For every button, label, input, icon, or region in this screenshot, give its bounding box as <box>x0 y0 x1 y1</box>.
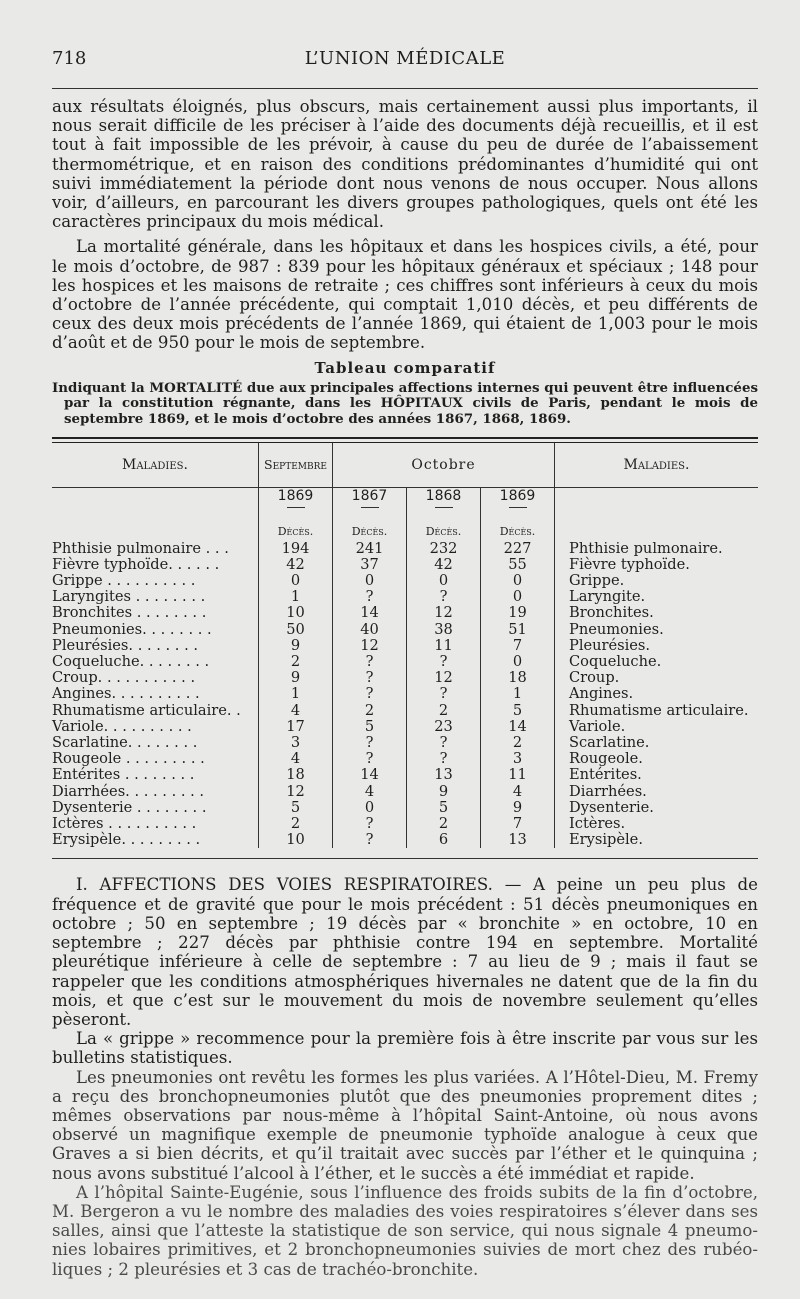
death-count: 14 <box>481 719 555 735</box>
table-row <box>52 622 758 638</box>
death-count: ? <box>407 589 481 605</box>
death-count: 227 <box>481 541 555 557</box>
death-count: 6 <box>407 832 481 848</box>
paragraph-section-1: I. AFFECTIONS DES VOIES RESPIRATOIRES. — A peine un peu plus de fréquence et de gravité que pour le mois précédent : 51 décès pneumoniques en octobre ; 50 en septembre ; 19 décès par « bronchite » en octobre, 10 en septembre ; 227 décès par phthisie contre 194 en septembre. Mortalité pleurétique inférieure à celle de septembre : 7 au lieu de 9 ; mais il faut se rappeler que les conditions atmosphériques hivernales ne datent que de la fin du mois, et que c’est sur le mouvement du mois de novembre seulement qu’elles pèseront. <box>52 875 758 1029</box>
death-count: 2 <box>407 816 481 832</box>
table-row <box>52 735 758 751</box>
disease-name-right: Ictères. <box>555 816 759 832</box>
table-row <box>52 589 758 605</box>
table-row <box>52 800 758 816</box>
disease-name-left: Rougeole . . . . . . . . . <box>52 750 205 768</box>
table-row <box>52 832 758 848</box>
death-count: ? <box>333 751 407 767</box>
disease-name-right: Croup. <box>555 670 759 686</box>
death-count: 1 <box>259 686 333 702</box>
table-row <box>52 686 758 702</box>
death-count: 4 <box>333 784 407 800</box>
paragraph-intro-2: La mortalité générale, dans les hôpitaux et dans les hospices civils, a été, pour le mois d’octobre, de 987 : 839 pour les hôpitaux généraux et spéciaux ; 148 pour les hospices et les maisons de retraite ; ces chiffres sont inférieurs à ceux du mois d’octobre de l’année précédente, qui comptait 1,010 décès, et peu différents de ceux des deux mois précédents de l’année 1869, qui étaient de 1,003 pour le mois d’août et de 950 pour le mois de septembre. <box>52 237 758 353</box>
death-count: 13 <box>481 832 555 848</box>
header-rule <box>52 88 758 89</box>
header-septembre: Septembre <box>259 443 333 488</box>
disease-name-left: Phthisie pulmonaire . . . <box>52 539 229 557</box>
death-count: 11 <box>407 638 481 654</box>
disease-name-left: Croup. . . . . . . . . . . <box>52 669 196 687</box>
table-row <box>52 816 758 832</box>
table-row <box>52 767 758 783</box>
table-row <box>52 605 758 621</box>
disease-name-right: Bronchites. <box>555 605 759 621</box>
disease-name-right: Erysipèle. <box>555 832 759 848</box>
header-maladies-left: Maladies. <box>52 443 259 488</box>
death-count: 0 <box>407 573 481 589</box>
death-count: ? <box>407 751 481 767</box>
death-count: 17 <box>259 719 333 735</box>
disease-name-left: Laryngites . . . . . . . . <box>52 588 206 606</box>
disease-name-left: Pneumonies. . . . . . . . <box>52 620 212 638</box>
death-count: ? <box>407 654 481 670</box>
table-row <box>52 541 758 557</box>
table-row <box>52 719 758 735</box>
death-count: 10 <box>259 605 333 621</box>
deces-label: Décès. <box>481 524 555 540</box>
death-count: 2 <box>407 703 481 719</box>
death-count: 0 <box>481 573 555 589</box>
death-count: 2 <box>333 703 407 719</box>
death-count: 11 <box>481 767 555 783</box>
death-count: 10 <box>259 832 333 848</box>
death-count: ? <box>333 735 407 751</box>
year-header: 1867 <box>351 488 388 505</box>
disease-name-left: Rhumatisme articulaire. . <box>52 701 241 719</box>
disease-name-left: Diarrhées. . . . . . . . . <box>52 782 205 800</box>
disease-name-left: Variole. . . . . . . . . . <box>52 717 192 735</box>
death-count: 42 <box>259 557 333 573</box>
disease-name-left: Erysipèle. . . . . . . . . <box>52 831 201 849</box>
death-count: 2 <box>259 816 333 832</box>
year-header: 1869 <box>499 488 536 505</box>
table-row <box>52 654 758 670</box>
death-count: 0 <box>259 573 333 589</box>
deces-label: Décès. <box>333 524 407 540</box>
death-count: ? <box>333 654 407 670</box>
page-number: 718 <box>52 48 87 69</box>
header-maladies-right: Maladies. <box>555 443 759 488</box>
death-count: 12 <box>407 670 481 686</box>
death-count: 14 <box>333 767 407 783</box>
death-count: 0 <box>481 654 555 670</box>
death-count: ? <box>333 832 407 848</box>
year-header: 1869 <box>277 488 314 505</box>
death-count: 19 <box>481 605 555 621</box>
death-count: 0 <box>481 589 555 605</box>
table-row <box>52 784 758 800</box>
disease-name-right: Phthisie pulmonaire. <box>555 541 759 557</box>
disease-name-right: Fièvre typhoïde. <box>555 557 759 573</box>
disease-name-right: Entérites. <box>555 767 759 783</box>
mortality-table <box>52 443 758 848</box>
header-octobre: Octobre <box>333 443 555 488</box>
disease-name-left: Angines. . . . . . . . . . <box>52 685 200 703</box>
death-count: 5 <box>333 719 407 735</box>
table-row <box>52 703 758 719</box>
disease-name-right: Laryngite. <box>555 589 759 605</box>
death-count: 23 <box>407 719 481 735</box>
death-count: 40 <box>333 622 407 638</box>
death-count: 2 <box>481 735 555 751</box>
death-count: 9 <box>481 800 555 816</box>
death-count: ? <box>333 686 407 702</box>
year-header: 1868 <box>425 488 462 505</box>
disease-name-right: Pneumonies. <box>555 622 759 638</box>
disease-name-left: Dysenterie . . . . . . . . <box>52 798 207 816</box>
disease-name-right: Diarrhées. <box>555 784 759 800</box>
death-count: 1 <box>481 686 555 702</box>
disease-name-left: Scarlatine. . . . . . . . <box>52 734 198 752</box>
death-count: 4 <box>481 784 555 800</box>
disease-name-right: Grippe. <box>555 573 759 589</box>
death-count: 38 <box>407 622 481 638</box>
journal-title: L’UNION MÉDICALE <box>304 48 506 69</box>
death-count: 14 <box>333 605 407 621</box>
death-count: 3 <box>481 751 555 767</box>
mortality-table-frame <box>52 437 758 848</box>
disease-name-left: Pleurésies. . . . . . . . <box>52 636 199 654</box>
death-count: 18 <box>481 670 555 686</box>
death-count: 42 <box>407 557 481 573</box>
death-count: 241 <box>333 541 407 557</box>
paragraph-section-4: A l’hôpital Sainte-Eugénie, sous l’influence des froids subits de la fin d’octobre, M. Bergeron a vu le nombre des maladies des voies respiratoires s’élever dans ses salles, ainsi que l’atteste la statistique de son service, qui nous signale 4 pneumonies lobaires primitives, et 2 bronchopneumonies suivies de mort chez des rubéoliques ; 2 pleurésies et 3 cas de trachéo-bronchite. <box>52 1182 758 1279</box>
death-count: 9 <box>407 784 481 800</box>
disease-name-right: Variole. <box>555 719 759 735</box>
death-count: 0 <box>333 573 407 589</box>
death-count: 18 <box>259 767 333 783</box>
disease-name-left: Fièvre typhoïde. . . . . . <box>52 555 220 573</box>
death-count: 4 <box>259 703 333 719</box>
disease-name-right: Angines. <box>555 686 759 702</box>
disease-name-right: Scarlatine. <box>555 735 759 751</box>
disease-name-right: Coqueluche. <box>555 654 759 670</box>
disease-name-left: Ictères . . . . . . . . . . <box>52 815 197 833</box>
death-count: 50 <box>259 622 333 638</box>
death-count: 5 <box>407 800 481 816</box>
death-count: 194 <box>259 541 333 557</box>
table-title: Tableau comparatif <box>314 358 496 377</box>
death-count: 37 <box>333 557 407 573</box>
death-count: 3 <box>259 735 333 751</box>
death-count: 1 <box>259 589 333 605</box>
disease-name-left: Grippe . . . . . . . . . . <box>52 572 196 590</box>
disease-name-right: Dysenterie. <box>555 800 759 816</box>
death-count: 4 <box>259 751 333 767</box>
table-row <box>52 638 758 654</box>
death-count: 9 <box>259 670 333 686</box>
table-row <box>52 557 758 573</box>
death-count: 9 <box>259 638 333 654</box>
running-head <box>52 48 758 76</box>
death-count: ? <box>333 670 407 686</box>
deces-label: Décès. <box>259 524 333 540</box>
disease-name-left: Entérites . . . . . . . . <box>52 766 195 784</box>
paragraph-section-2: La « grippe » recommence pour la première fois à être inscrite par vous sur les bulletins statistiques. <box>52 1029 758 1068</box>
death-count: ? <box>407 686 481 702</box>
death-count: 12 <box>407 605 481 621</box>
death-count: 13 <box>407 767 481 783</box>
table-body <box>52 541 758 849</box>
death-count: 0 <box>333 800 407 816</box>
table-row <box>52 751 758 767</box>
paragraph-section-3: Les pneumonies ont revêtu les formes les plus variées. A l’Hôtel-Dieu, M. Fremy a reçu des bronchopneumonies plutôt que des pneumonies proprement dites ; mêmes observations par nous-même à l’hôpital Saint-Antoine, où nous avons observé un magnifique exemple de pneumonie typhoïde analogue à ceux que Graves a si bien décrits, et qu’il traitait avec succès par l’éther et le quinquina ; nous avons substitué l’alcool à l’éther, et le succès a été immédiat et rapide. <box>52 1067 758 1183</box>
death-count: ? <box>333 589 407 605</box>
death-count: ? <box>333 816 407 832</box>
disease-name-left: Coqueluche. . . . . . . . <box>52 653 210 671</box>
death-count: 2 <box>259 654 333 670</box>
death-count: 232 <box>407 541 481 557</box>
death-count: 51 <box>481 622 555 638</box>
death-count: 12 <box>333 638 407 654</box>
death-count: 7 <box>481 638 555 654</box>
paragraph-intro-1: aux résultats éloignés, plus obscurs, mais certainement aussi plus importants, il nous serait difficile de les préciser à l’aide des documents déjà recueillis, et il est tout à fait impossible de les prévoir, à cause du peu de durée de l’abaissement thermométrique, et en raison des conditions prédominantes d’humidité qui ont suivi immédiatement la période dont nous venons de nous occuper. Nous allons voir, d’ailleurs, en parcourant les divers groupes pathologiques, quels ont été les caractères principaux du mois médical. <box>52 97 758 232</box>
disease-name-right: Rougeole. <box>555 751 759 767</box>
death-count: 7 <box>481 816 555 832</box>
disease-name-right: Pleurésies. <box>555 638 759 654</box>
death-count: 5 <box>481 703 555 719</box>
disease-name-left: Bronchites . . . . . . . . <box>52 604 207 622</box>
death-count: 5 <box>259 800 333 816</box>
death-count: ? <box>407 735 481 751</box>
table-row <box>52 573 758 589</box>
death-count: 55 <box>481 557 555 573</box>
table-caption: Indiquant la MORTALITÉ due aux principales affections internes qui peuvent être influencées par la constitution régnante, dans les HÔPITAUX civils de Paris, pendant le mois de septembre 1869, et le mois d’octobre des années 1867, 1868, 1869. <box>52 379 758 427</box>
deces-label: Décès. <box>407 524 481 540</box>
disease-name-right: Rhumatisme articulaire. <box>555 703 759 719</box>
death-count: 12 <box>259 784 333 800</box>
table-row <box>52 670 758 686</box>
